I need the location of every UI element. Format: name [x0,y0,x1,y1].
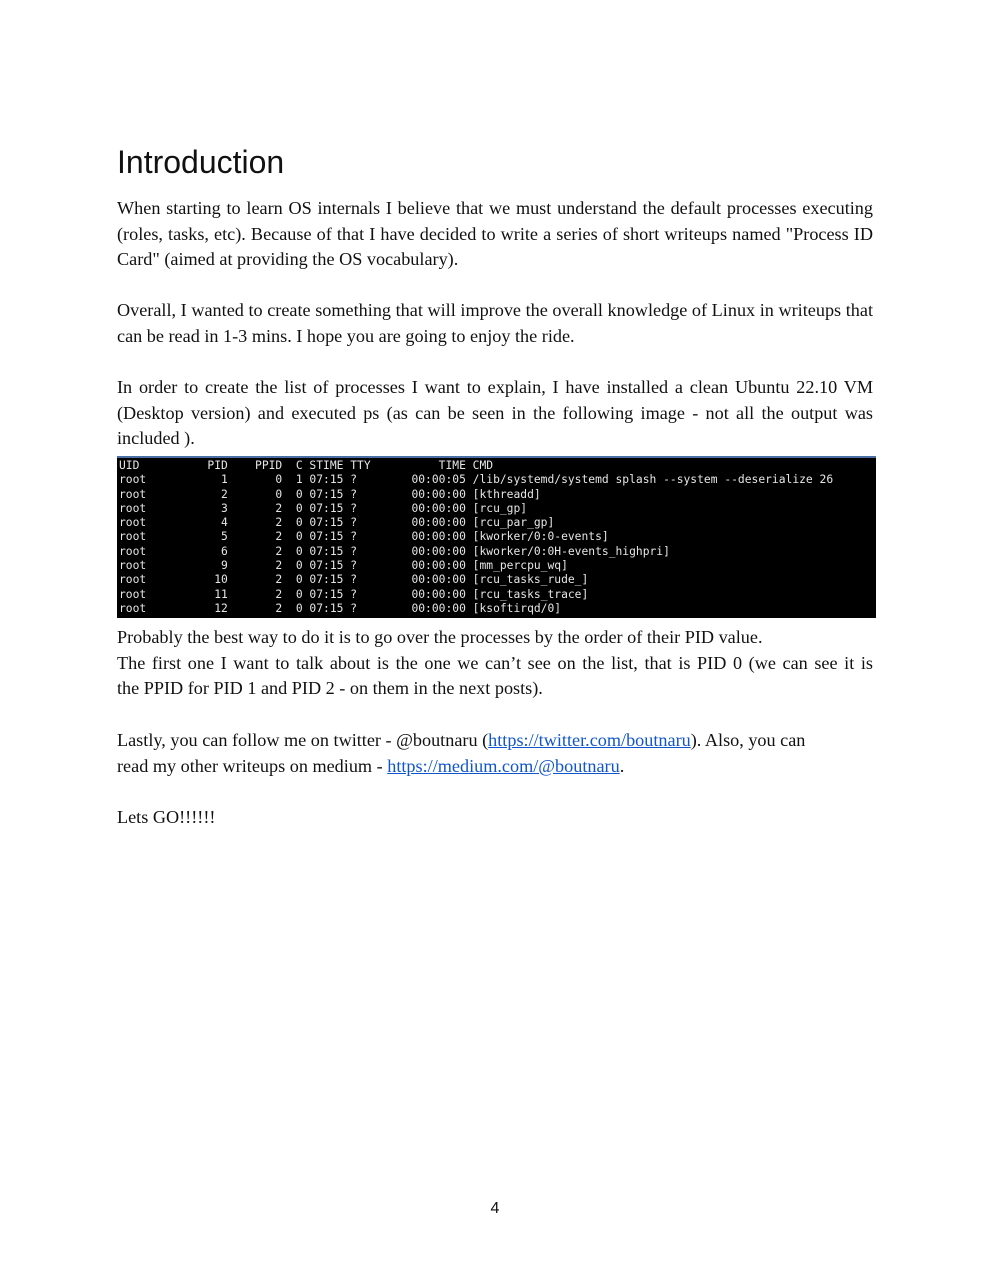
follow-line-1 [117,728,877,754]
follow-text: Lastly, you can follow me on twitter - @boutnaru ( [117,730,489,750]
ps-output-screenshot [117,456,876,618]
terminal-row: root 12 2 0 07:15 ? 00:00:00 [ksoftirqd/0] [119,601,562,615]
medium-link[interactable]: https://medium.com/@boutnaru [387,755,620,776]
terminal-row: root 6 2 0 07:15 ? 00:00:00 [kworker/0:0H-events_highpri] [119,544,670,558]
terminal-row: root 1 0 1 07:15 ? 00:00:05 /lib/systemd/systemd splash --system --deserialize 26 [119,473,834,487]
follow-paragraph [117,728,877,779]
follow-text: ). Also, you can [690,730,806,750]
terminal-row: root 10 2 0 07:15 ? 00:00:00 [rcu_tasks_rude_] [119,573,589,587]
terminal-row: root 5 2 0 07:15 ? 00:00:00 [kworker/0:0-events] [119,530,609,544]
page-number: 4 [490,1200,500,1217]
terminal-row: root 2 0 0 07:15 ? 00:00:00 [kthreadd] [119,487,541,501]
section-heading: Introduction [117,144,285,180]
intro-paragraph-2: Overall, I wanted to create something that will improve the overall knowledge of Linux in writeups that can be read in 1-3 mins. I hope you are going to enjoy the ride. [117,300,873,346]
intro-paragraph-1: When starting to learn OS internals I believe that we must understand the default processes executing (roles, tasks, etc). Because of that I have decided to write a series of short writeups named "Process ID Card" (aimed at providing the OS vocabulary). [117,198,873,270]
closing-line: Lets GO!!!!!! [117,807,216,827]
terminal-row: root 3 2 0 07:15 ? 00:00:00 [rcu_gp] [119,501,528,515]
terminal-header-row: UID PID PPID C STIME TTY TIME CMD [119,459,494,472]
twitter-link[interactable]: https://twitter.com/boutnaru [488,730,691,750]
pid-explanation-line-3: the PPID for PID 1 and PID 2 - on them in the next posts). [117,678,543,699]
follow-line-2 [117,754,877,780]
pid-explanation-paragraph [117,625,877,702]
intro-paragraph-3: In order to create the list of processes I want to explain, I have installed a clean Ubuntu 22.10 VM (Desktop version) and executed ps (as can be seen in the following image - not all the output was included ). [117,377,873,449]
terminal-row: root 11 2 0 07:15 ? 00:00:00 [rcu_tasks_trace] [119,587,589,601]
medium-text: . [619,755,625,776]
medium-text: read my other writeups on medium - [117,755,388,776]
terminal-row: root 9 2 0 07:15 ? 00:00:00 [mm_percpu_wq] [119,559,568,573]
terminal-row: root 4 2 0 07:15 ? 00:00:00 [rcu_par_gp] [119,516,555,530]
pid-explanation-line-1: Probably the best way to do it is to go over the processes by the order of their PID value. [117,627,763,647]
pid-explanation-line-2: The first one I want to talk about is the one we can’t see on the list, that is PID 0 (we can see it is [117,652,873,673]
